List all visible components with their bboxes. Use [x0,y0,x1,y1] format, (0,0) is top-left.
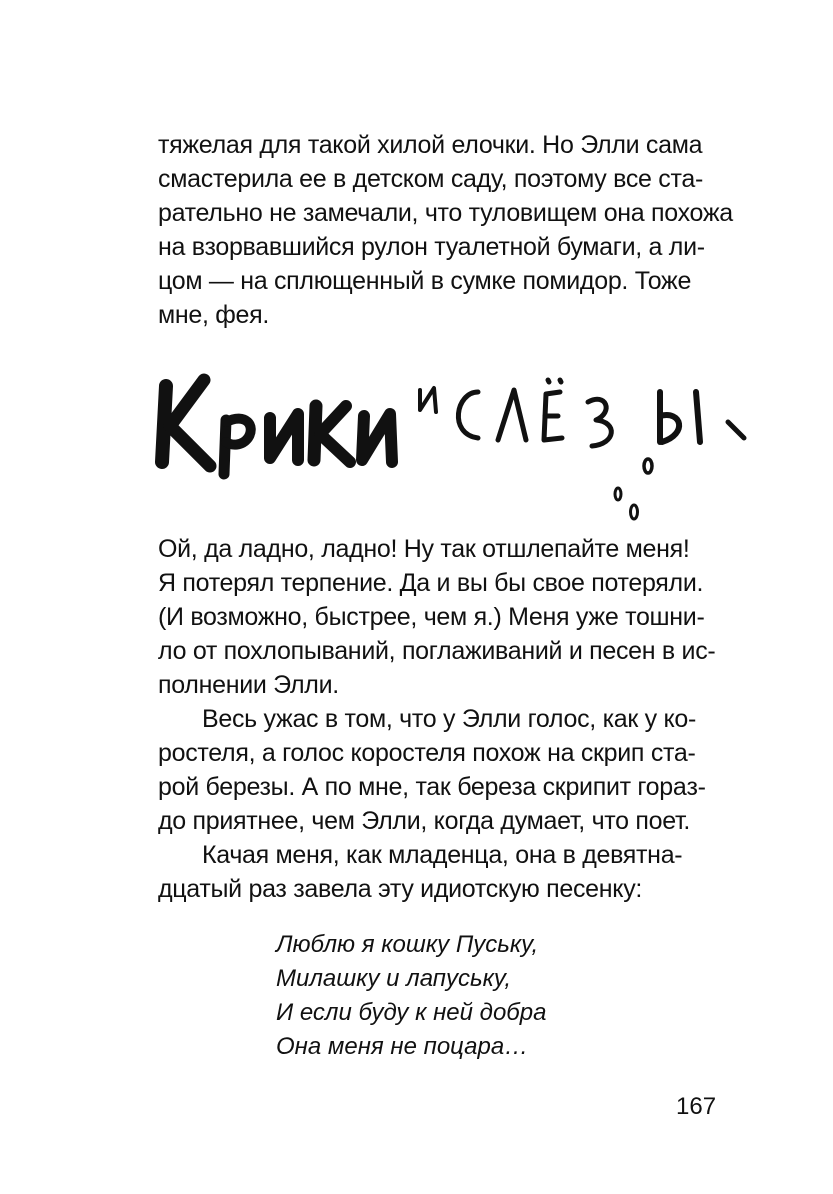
text-line: (И возможно, быстрее, чем я.) Меня уже тошни- [158,603,705,631]
text-line: на взорвавшийся рулон туалетной бумаги, а ли- [158,233,705,261]
poem-line: Милашку и лапуську, [276,965,511,992]
poem-line: Люблю я кошку Пуську, [276,931,539,958]
text-line: Я потерял терпение. Да и вы бы свое потеряли. [158,569,704,597]
text-line: смастерила ее в детском саду, поэтому все ста- [158,165,704,193]
text-line: Ой, да ладно, ладно! Ну так отшлепайте меня! [158,535,690,563]
text-line: ло от похлопываний, поглаживаний и песен в ис- [158,637,716,665]
chapter-heading-lettering [148,362,758,534]
page-number: 167 [676,1093,717,1120]
text-line: Весь ужас в том, что у Элли голос, как у ко- [202,705,697,733]
text-line: мне, фея. [158,301,270,329]
text-line: дцатый раз завела эту идиотскую песенку: [158,875,643,903]
poem-line: И если буду к ней добра [276,999,547,1026]
text-line: ростеля, а голос коростеля похож на скрип ста- [158,739,696,767]
text-line: тяжелая для такой хилой елочки. Но Элли сама [158,131,703,159]
text-line: Качая меня, как младенца, она в девятна- [202,841,683,869]
poem-line: Она меня не поцара… [276,1033,529,1060]
text-line: цом — на сплющенный в сумке помидор. Тоже [158,267,692,295]
text-line: до приятнее, чем Элли, когда думает, что поет. [158,807,691,835]
text-line: рательно не замечали, что туловищем она похожа [158,199,733,227]
text-line: рой березы. А по мне, так береза скрипит горaз- [158,773,706,801]
text-line: полнении Элли. [158,671,339,699]
